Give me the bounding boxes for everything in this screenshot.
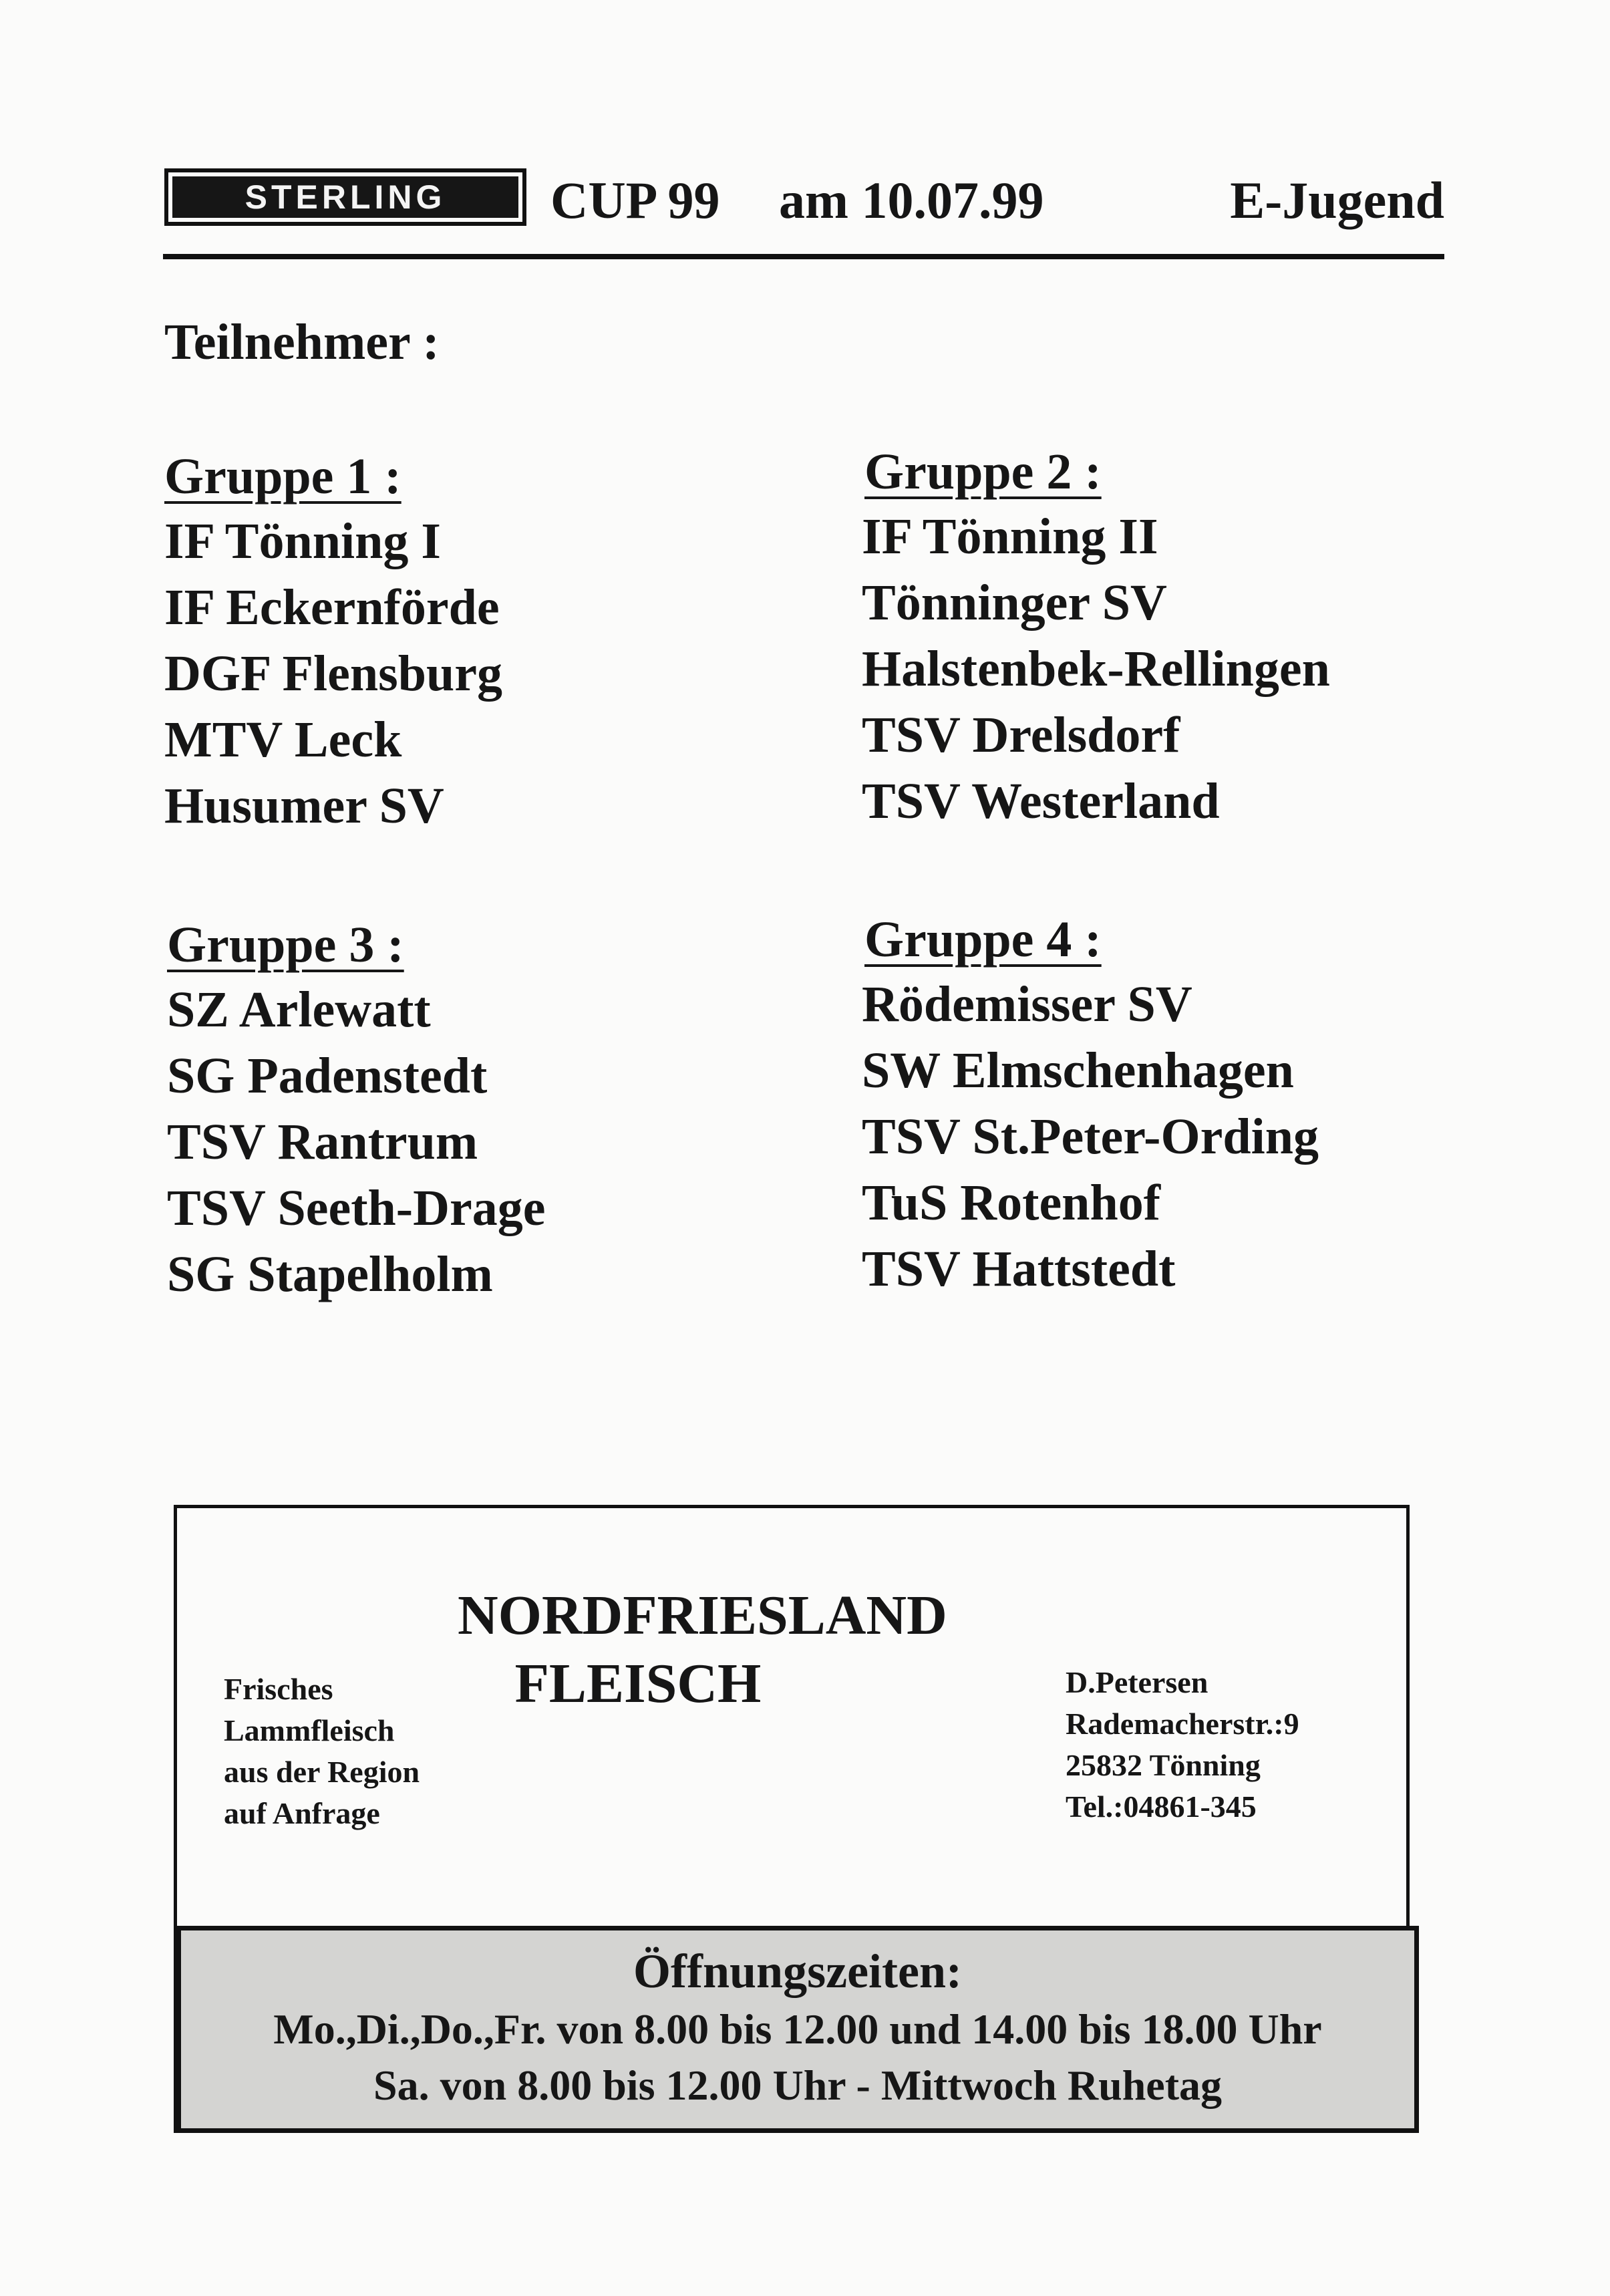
team-item: TSV Drelsdorf — [862, 707, 1180, 763]
team-item: IF Eckernförde — [164, 579, 500, 635]
contact-street: Rademacherstr.:9 — [1066, 1707, 1299, 1741]
team-item: IF Tönning I — [164, 513, 441, 569]
group-1 — [164, 444, 502, 839]
opening-hours-box — [176, 1926, 1419, 2133]
advert-description — [224, 1669, 420, 1834]
description-line: aus der Region — [224, 1755, 420, 1789]
team-item: SG Padenstedt — [167, 1048, 488, 1104]
advert-title-line: NORDFRIESLAND — [458, 1584, 947, 1646]
team-item: MTV Leck — [164, 712, 402, 768]
logo-text: STERLING — [172, 176, 518, 218]
group-title: Gruppe 1 : — [164, 448, 401, 505]
team-item: TSV Rantrum — [167, 1114, 478, 1170]
team-item: SZ Arlewatt — [167, 982, 431, 1038]
event-date: am 10.07.99 — [779, 171, 1044, 229]
contact-name: D.Petersen — [1066, 1665, 1209, 1699]
group-3 — [167, 913, 545, 1308]
group-2 — [862, 440, 1330, 835]
opening-hours-title: Öffnungszeiten: — [633, 1945, 962, 1998]
group-title: Gruppe 2 : — [864, 444, 1102, 500]
team-item: Halstenbek-Rellingen — [862, 641, 1330, 697]
contact-phone: Tel.:04861-345 — [1066, 1789, 1257, 1824]
team-item: TSV Seeth-Drage — [167, 1180, 546, 1236]
team-item: Rödemisser SV — [862, 976, 1192, 1032]
team-item: TSV St.Peter-Ording — [862, 1109, 1319, 1165]
team-item: IF Tönning II — [862, 509, 1158, 565]
description-line: Frisches — [224, 1672, 333, 1706]
team-item: TuS Rotenhof — [862, 1175, 1161, 1231]
contact-city: 25832 Tönning — [1066, 1748, 1261, 1782]
opening-hours-weekdays: Mo.,Di.,Do.,Fr. von 8.00 bis 12.00 und 14.00 bis 18.00 Uhr — [273, 2005, 1322, 2053]
advert-title-line: FLEISCH — [514, 1653, 762, 1715]
group-title: Gruppe 3 : — [167, 917, 404, 973]
age-category: E-Jugend — [1230, 171, 1444, 229]
group-title: Gruppe 4 : — [864, 911, 1102, 968]
cup-title: CUP 99 — [550, 171, 720, 229]
advert-contact — [1066, 1662, 1299, 1828]
description-line: Lammfleisch — [224, 1713, 395, 1747]
sterling-logo — [164, 168, 526, 226]
page-header — [164, 160, 1444, 234]
team-item: Tönninger SV — [862, 575, 1167, 631]
team-item: TSV Hattstedt — [862, 1241, 1176, 1297]
header-divider — [163, 254, 1444, 259]
team-item: SW Elmschenhagen — [862, 1042, 1294, 1099]
team-item: SG Stapelholm — [167, 1246, 493, 1302]
description-line: auf Anfrage — [224, 1796, 380, 1830]
team-item: TSV Westerland — [862, 773, 1220, 829]
opening-hours-saturday: Sa. von 8.00 bis 12.00 Uhr - Mittwoch Ruhetag — [373, 2061, 1222, 2109]
participants-heading: Teilnehmer : — [164, 314, 440, 370]
team-item: Husumer SV — [164, 778, 444, 834]
team-item: DGF Flensburg — [164, 645, 502, 702]
group-4 — [862, 907, 1319, 1302]
advert-title — [458, 1582, 947, 1718]
